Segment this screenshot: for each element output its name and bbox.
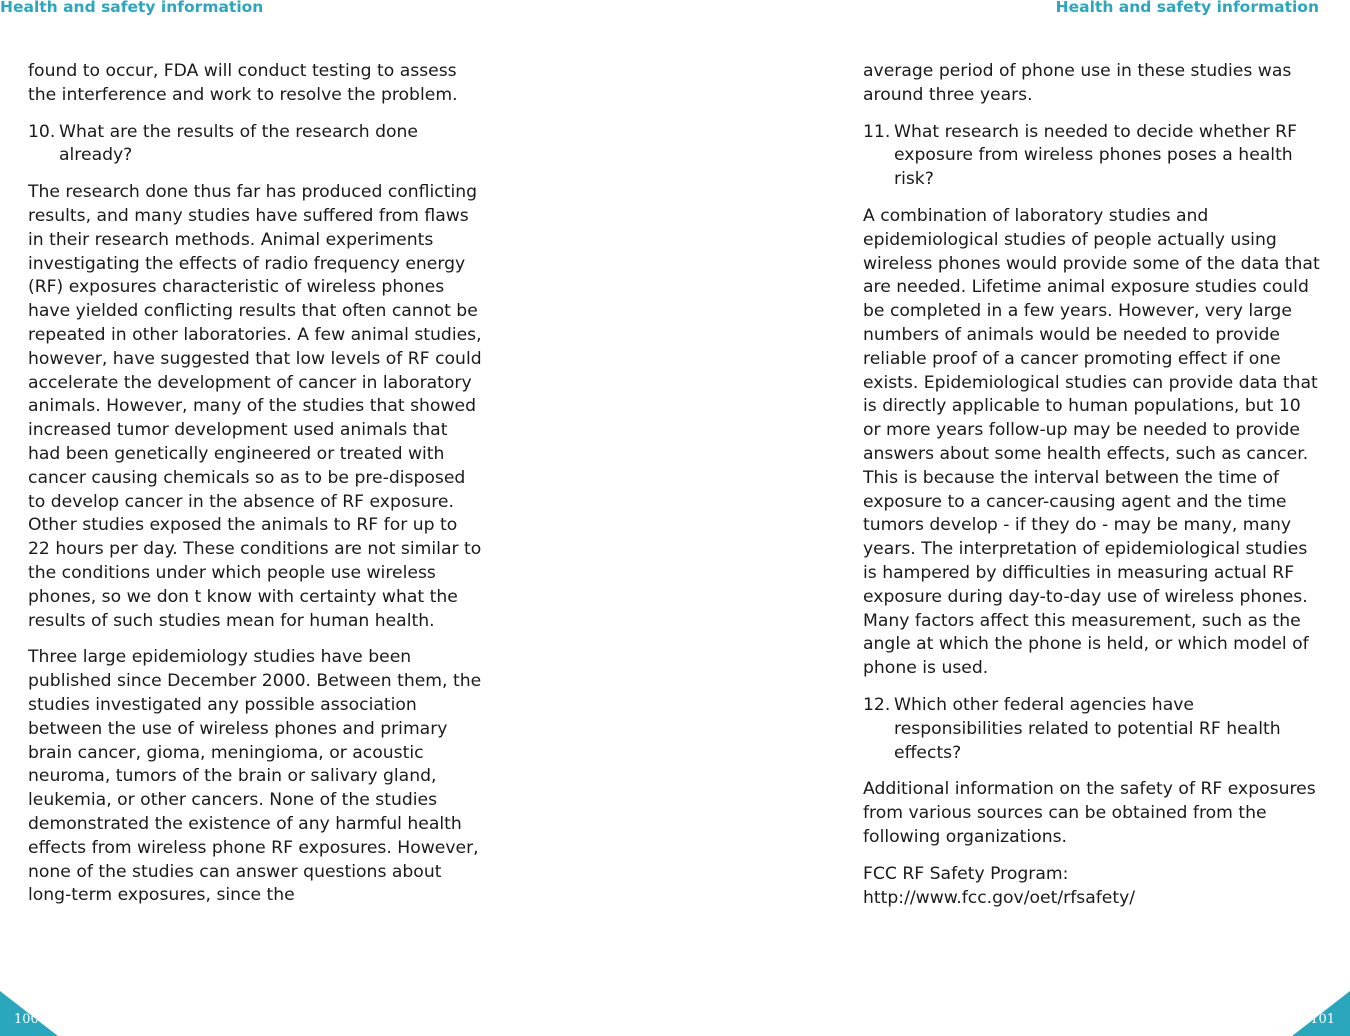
right-paragraph-2: A combination of laboratory studies and epidemiological studies of people actually using wireless phones would provide some of the data that are needed. Lifetime animal exposure studies could be completed in a few years. However, very large numbers of animals would be needed to provide reliable proof of a cancer promoting effect if one exists. Epidemiological studies can provide data that is directly applicable to human populations, but 10 or more years follow-up may be needed to provide answers about some health effects, such as cancer. This is because the interval between the time of exposure to a cancer-causing agent and the time tumors develop - if they do - may be many, many years. The interpretation of epidemiological studies is hampered by difficulties in measuring actual RF exposure during day-to-day use of wireless phones. Many factors affect this measurement, such as the angle at which the phone is held, or which model of phone is used. — [863, 205, 1320, 679]
left-paragraph-2: The research done thus far has produced conflicting results, and many studies have suffered from flaws in their research methods. Animal experiments investigating the effects of radio frequency energy (RF) exposures characteristic of wireless phones have yielded conflicting results that often cannot be repeated in other laboratories. A few animal studies, however, have suggested that low levels of RF could accelerate the development of cancer in laboratory animals. However, many of the studies that showed increased tumor development used animals that had been genetically engineered or treated with cancer causing chemicals so as to be pre-disposed to develop cancer in the absence of RF exposure. Other studies exposed the animals to RF for up to 22 hours per day. These conditions are not similar to the conditions under which people use wireless phones, so we don t know with certainty what the results of such studies mean for human health. — [28, 182, 482, 631]
page-number-left: 100 — [14, 1012, 39, 1027]
right-page-body — [863, 60, 1323, 923]
page-number-right: 101 — [1310, 1012, 1335, 1027]
question-12 — [863, 694, 1323, 765]
question-10-number: 10. — [28, 121, 56, 142]
question-10 — [28, 121, 483, 169]
question-11-number: 11. — [863, 121, 891, 142]
fcc-url: http://www.fcc.gov/oet/rfsafety/ — [863, 887, 1136, 908]
question-12-text: Which other federal agencies have responsibilities related to potential RF health effects? — [894, 694, 1281, 763]
question-12-number: 12. — [863, 694, 891, 715]
fcc-label: FCC RF Safety Program: — [863, 863, 1069, 884]
right-running-header: Health and safety information — [1055, 0, 1319, 16]
question-10-text: What are the results of the research done already? — [59, 121, 419, 166]
question-11-text: What research is needed to decide whether RF exposure from wireless phones poses a health risk? — [894, 121, 1297, 190]
right-paragraph-1: average period of phone use in these studies was around three years. — [863, 61, 1292, 105]
left-paragraph-3: Three large epidemiology studies have been published since December 2000. Between them, the studies investigated any possible association between the use of wireless phones and primary brain cancer, gioma, meningioma, or acoustic neuroma, tumors of the brain or salivary gland, leukemia, or other cancers. None of the studies demonstrated the existence of any harmful health effects from wireless phone RF exposures. However, none of the studies can answer questions about long-term exposures, since the — [28, 647, 482, 906]
fcc-reference — [863, 863, 1323, 911]
question-11 — [863, 121, 1323, 192]
right-paragraph-3: Additional information on the safety of RF exposures from various sources can be obtained from the following organizations. — [863, 779, 1316, 847]
right-page — [675, 0, 1350, 1036]
left-page-body — [28, 60, 483, 921]
left-paragraph-1: found to occur, FDA will conduct testing to assess the interference and work to resolve the problem. — [28, 61, 458, 105]
left-running-header: Health and safety information — [0, 0, 264, 16]
